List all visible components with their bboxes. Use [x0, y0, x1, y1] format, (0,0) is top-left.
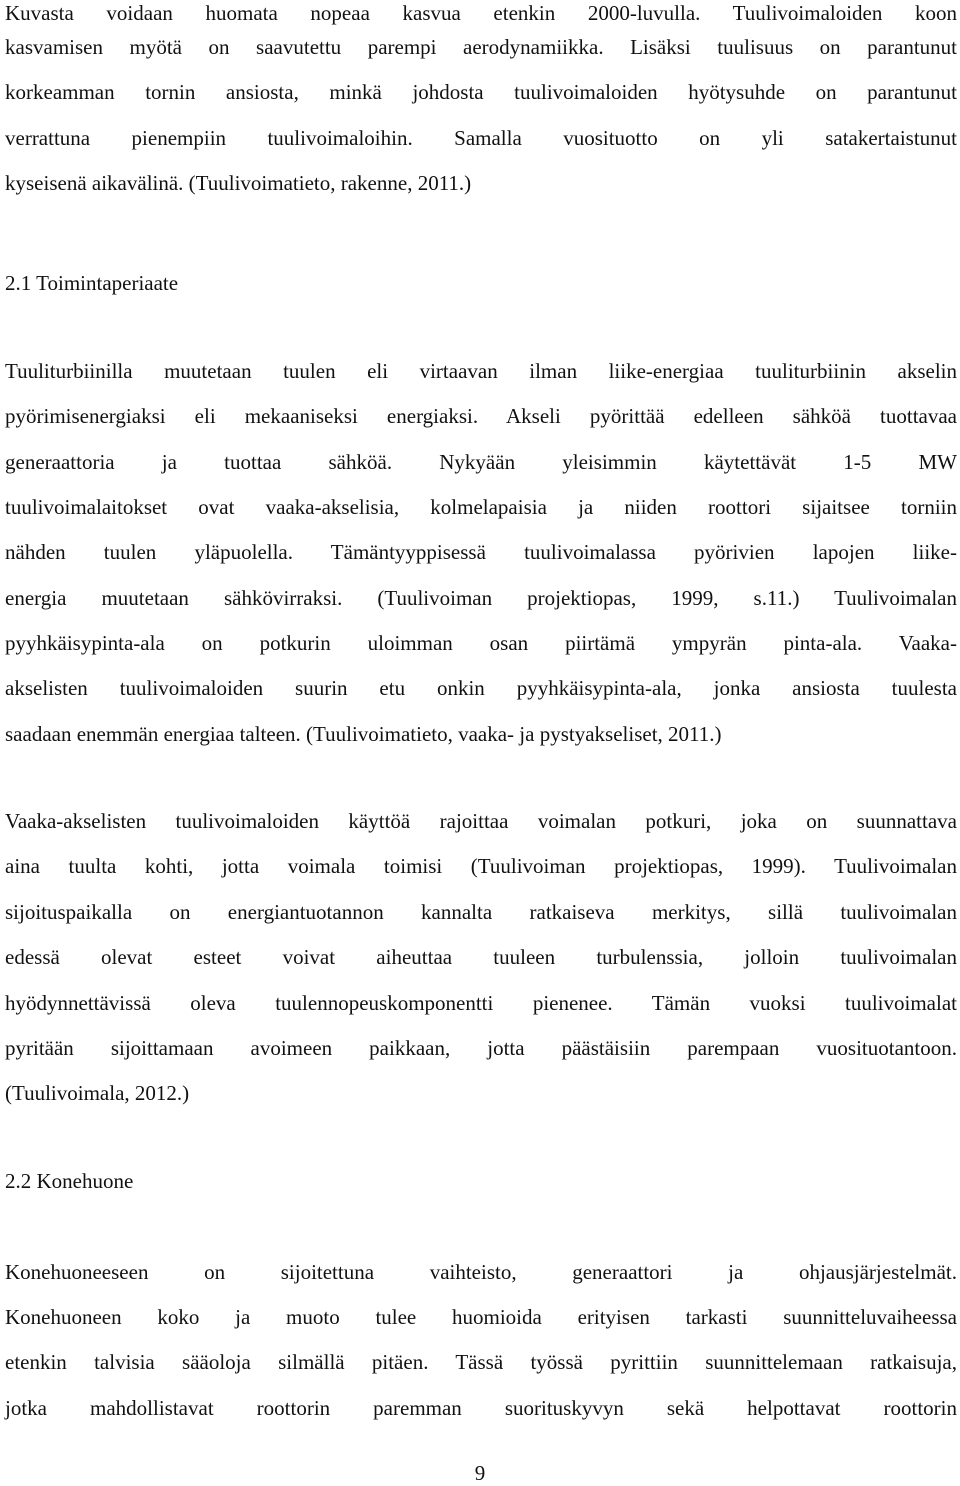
text-line: sijoituspaikalla on energiantuotannon kannalta ratkaiseva merkitys, sillä tuulivoimalan [5, 900, 957, 924]
text-line: verrattuna pienempiin tuulivoimaloihin. Samalla vuosituotto on yli satakertaistunut [5, 126, 957, 150]
text-line: generaattoria ja tuottaa sähköä. Nykyään yleisimmin käytettävät 1-5 MW [5, 450, 957, 474]
text-line: energia muutetaan sähkövirraksi. (Tuulivoiman projektiopas, 1999, s.11.) Tuulivoimalan [5, 586, 957, 610]
text-line: Kuvasta voidaan huomata nopeaa kasvua etenkin 2000-luvulla. Tuulivoimaloiden koon [5, 1, 957, 25]
text-line: pyyhkäisypinta-ala on potkurin uloimman osan piirtämä ympyrän pinta-ala. Vaaka- [5, 631, 957, 655]
text-line: nähden tuulen yläpuolella. Tämäntyyppisessä tuulivoimalassa pyörivien lapojen liike- [5, 540, 957, 564]
page-number: 9 [474, 1461, 486, 1485]
text-line: aina tuulta kohti, jotta voimala toimisi (Tuulivoiman projektiopas, 1999). Tuulivoimalan [5, 854, 957, 878]
text-line: hyödynnettävissä oleva tuulennopeuskomponentti pienenee. Tämän vuoksi tuulivoimalat [5, 991, 957, 1015]
text-line: Tuuliturbiinilla muutetaan tuulen eli virtaavan ilman liike-energiaa tuuliturbiinin akselin [5, 359, 957, 383]
text-line: Vaaka-akselisten tuulivoimaloiden käyttöä rajoittaa voimalan potkuri, joka on suunnattava [5, 809, 957, 833]
text-line: Konehuoneen koko ja muoto tulee huomioida erityisen tarkasti suunnitteluvaiheessa [5, 1305, 957, 1329]
text-line: saadaan enemmän energiaa talteen. (Tuulivoimatieto, vaaka- ja pystyakseliset, 2011.) [5, 722, 722, 746]
text-line: kyseisenä aikavälinä. (Tuulivoimatieto, rakenne, 2011.) [5, 171, 472, 195]
text-line: kasvamisen myötä on saavutettu parempi aerodynamiikka. Lisäksi tuulisuus on parantunut [5, 35, 957, 59]
text-line: pyritään sijoittamaan avoimeen paikkaan, jotta päästäisiin parempaan vuosituotantoon. [5, 1036, 957, 1060]
text-line: akselisten tuulivoimaloiden suurin etu onkin pyyhkäisypinta-ala, jonka ansiosta tuulesta [5, 676, 957, 700]
text-line: Konehuoneeseen on sijoitettuna vaihteisto, generaattori ja ohjausjärjestelmät. [5, 1260, 957, 1284]
section-heading-2-2: 2.2 Konehuone [5, 1169, 134, 1193]
text-line: tuulivoimalaitokset ovat vaaka-akselisia, kolmelapaisia ja niiden roottori sijaitsee torniin [5, 495, 957, 519]
text-line: pyörimisenergiaksi eli mekaaniseksi energiaksi. Akseli pyörittää edelleen sähköä tuottavaa [5, 404, 957, 428]
text-line: (Tuulivoimala, 2012.) [5, 1081, 190, 1105]
text-line: korkeamman tornin ansiosta, minkä johdosta tuulivoimaloiden hyötysuhde on parantunut [5, 80, 957, 104]
text-line: etenkin talvisia sääoloja silmällä pitäen. Tässä työssä pyrittiin suunnittelemaan ratkaisuja, [5, 1350, 957, 1374]
text-line: jotka mahdollistavat roottorin paremman suorituskyvyn sekä helpottavat roottorin [5, 1396, 957, 1420]
text-line: edessä olevat esteet voivat aiheuttaa tuuleen turbulenssia, jolloin tuulivoimalan [5, 945, 957, 969]
section-heading-2-1: 2.1 Toimintaperiaate [5, 271, 179, 295]
